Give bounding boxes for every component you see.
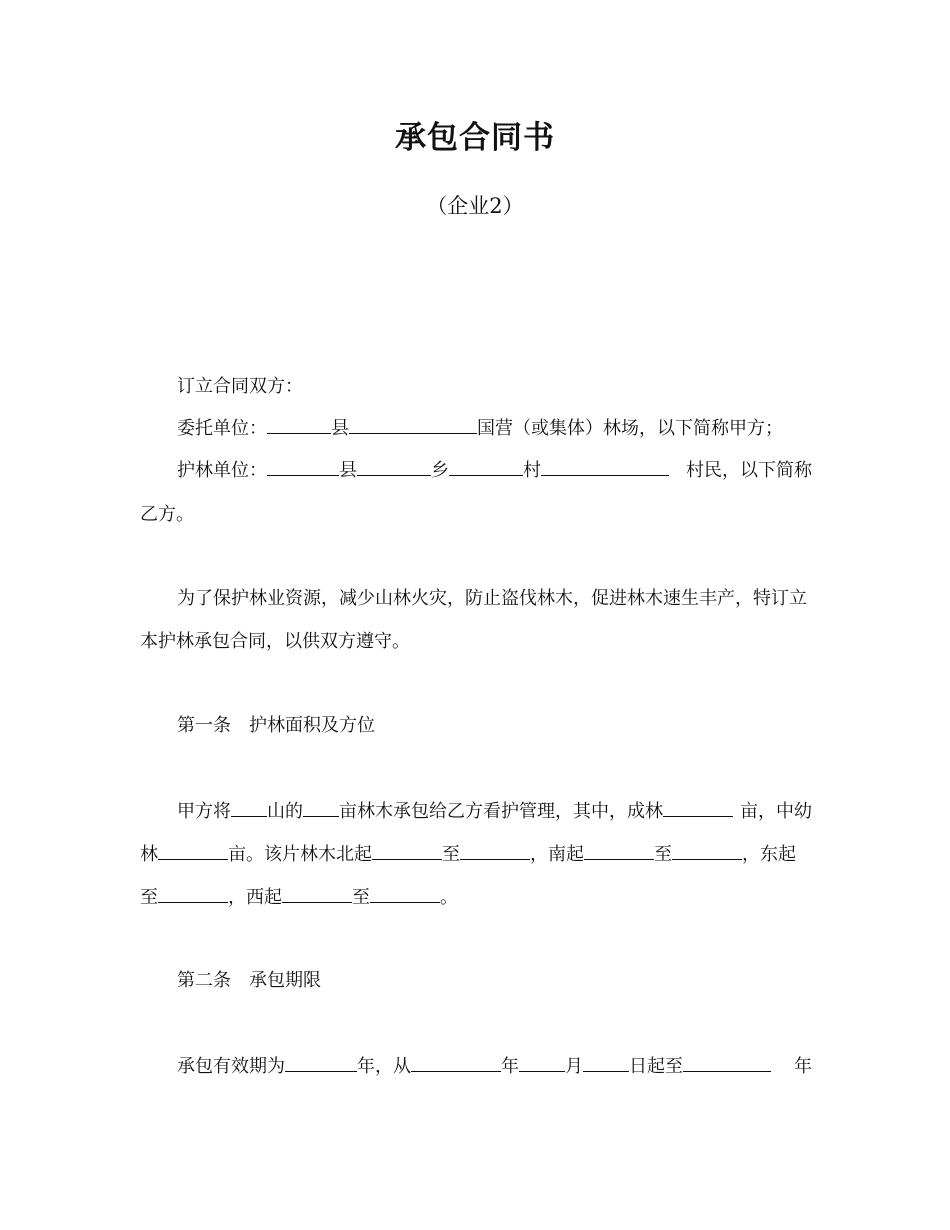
purpose-line-2: 本护林承包合同，以供双方遵守。 bbox=[140, 631, 410, 652]
term-years-blank[interactable] bbox=[285, 1056, 357, 1072]
page-title: 承包合同书 bbox=[395, 120, 555, 156]
article-1-line-2: 林 亩。该片林木北起 至 ，南起 至 ，东起 bbox=[140, 844, 796, 865]
south-to-blank[interactable] bbox=[672, 844, 742, 860]
township-blank[interactable] bbox=[357, 460, 431, 476]
county-blank[interactable] bbox=[267, 418, 331, 434]
south-from-blank[interactable] bbox=[584, 844, 654, 860]
mature-forest-blank[interactable] bbox=[663, 801, 733, 817]
end-year-blank[interactable] bbox=[683, 1056, 771, 1072]
start-year-blank[interactable] bbox=[411, 1056, 501, 1072]
north-to-blank[interactable] bbox=[460, 844, 530, 860]
village-blank[interactable] bbox=[449, 460, 523, 476]
county-blank[interactable] bbox=[267, 460, 339, 476]
villager-blank[interactable] bbox=[541, 460, 669, 476]
parties-continuation: 乙方。 bbox=[140, 504, 194, 525]
east-to-blank[interactable] bbox=[158, 887, 228, 903]
start-month-blank[interactable] bbox=[519, 1056, 565, 1072]
contractor-unit-line: 护林单位： 县 乡 村 村民，以下简称 bbox=[177, 460, 812, 481]
article-2-line-1: 承包有效期为 年，从 年 月 日起至 年 bbox=[177, 1056, 812, 1077]
north-from-blank[interactable] bbox=[372, 844, 442, 860]
article-1-heading: 第一条 护林面积及方位 bbox=[177, 715, 375, 736]
forest-farm-blank[interactable] bbox=[349, 418, 477, 434]
area-blank[interactable] bbox=[303, 801, 339, 817]
west-to-blank[interactable] bbox=[370, 887, 440, 903]
parties-intro: 订立合同双方： bbox=[177, 376, 303, 397]
west-from-blank[interactable] bbox=[282, 887, 352, 903]
client-unit-line: 委托单位： 县 国营（或集体）林场，以下简称甲方； bbox=[177, 418, 783, 439]
purpose-line-1: 为了保护林业资源，减少山林火灾，防止盗伐林木，促进林木速生丰产，特订立 bbox=[177, 588, 807, 609]
article-1-line-3: 至 ，西起 至 。 bbox=[140, 887, 458, 908]
page-subtitle: （企业2） bbox=[426, 194, 524, 218]
young-forest-blank[interactable] bbox=[158, 844, 228, 860]
article-1-line-1: 甲方将 山的 亩林木承包给乙方看护管理，其中，成林 亩，中幼 bbox=[177, 801, 812, 822]
start-day-blank[interactable] bbox=[583, 1056, 629, 1072]
article-2-heading: 第二条 承包期限 bbox=[177, 970, 321, 991]
mountain-blank[interactable] bbox=[231, 801, 267, 817]
